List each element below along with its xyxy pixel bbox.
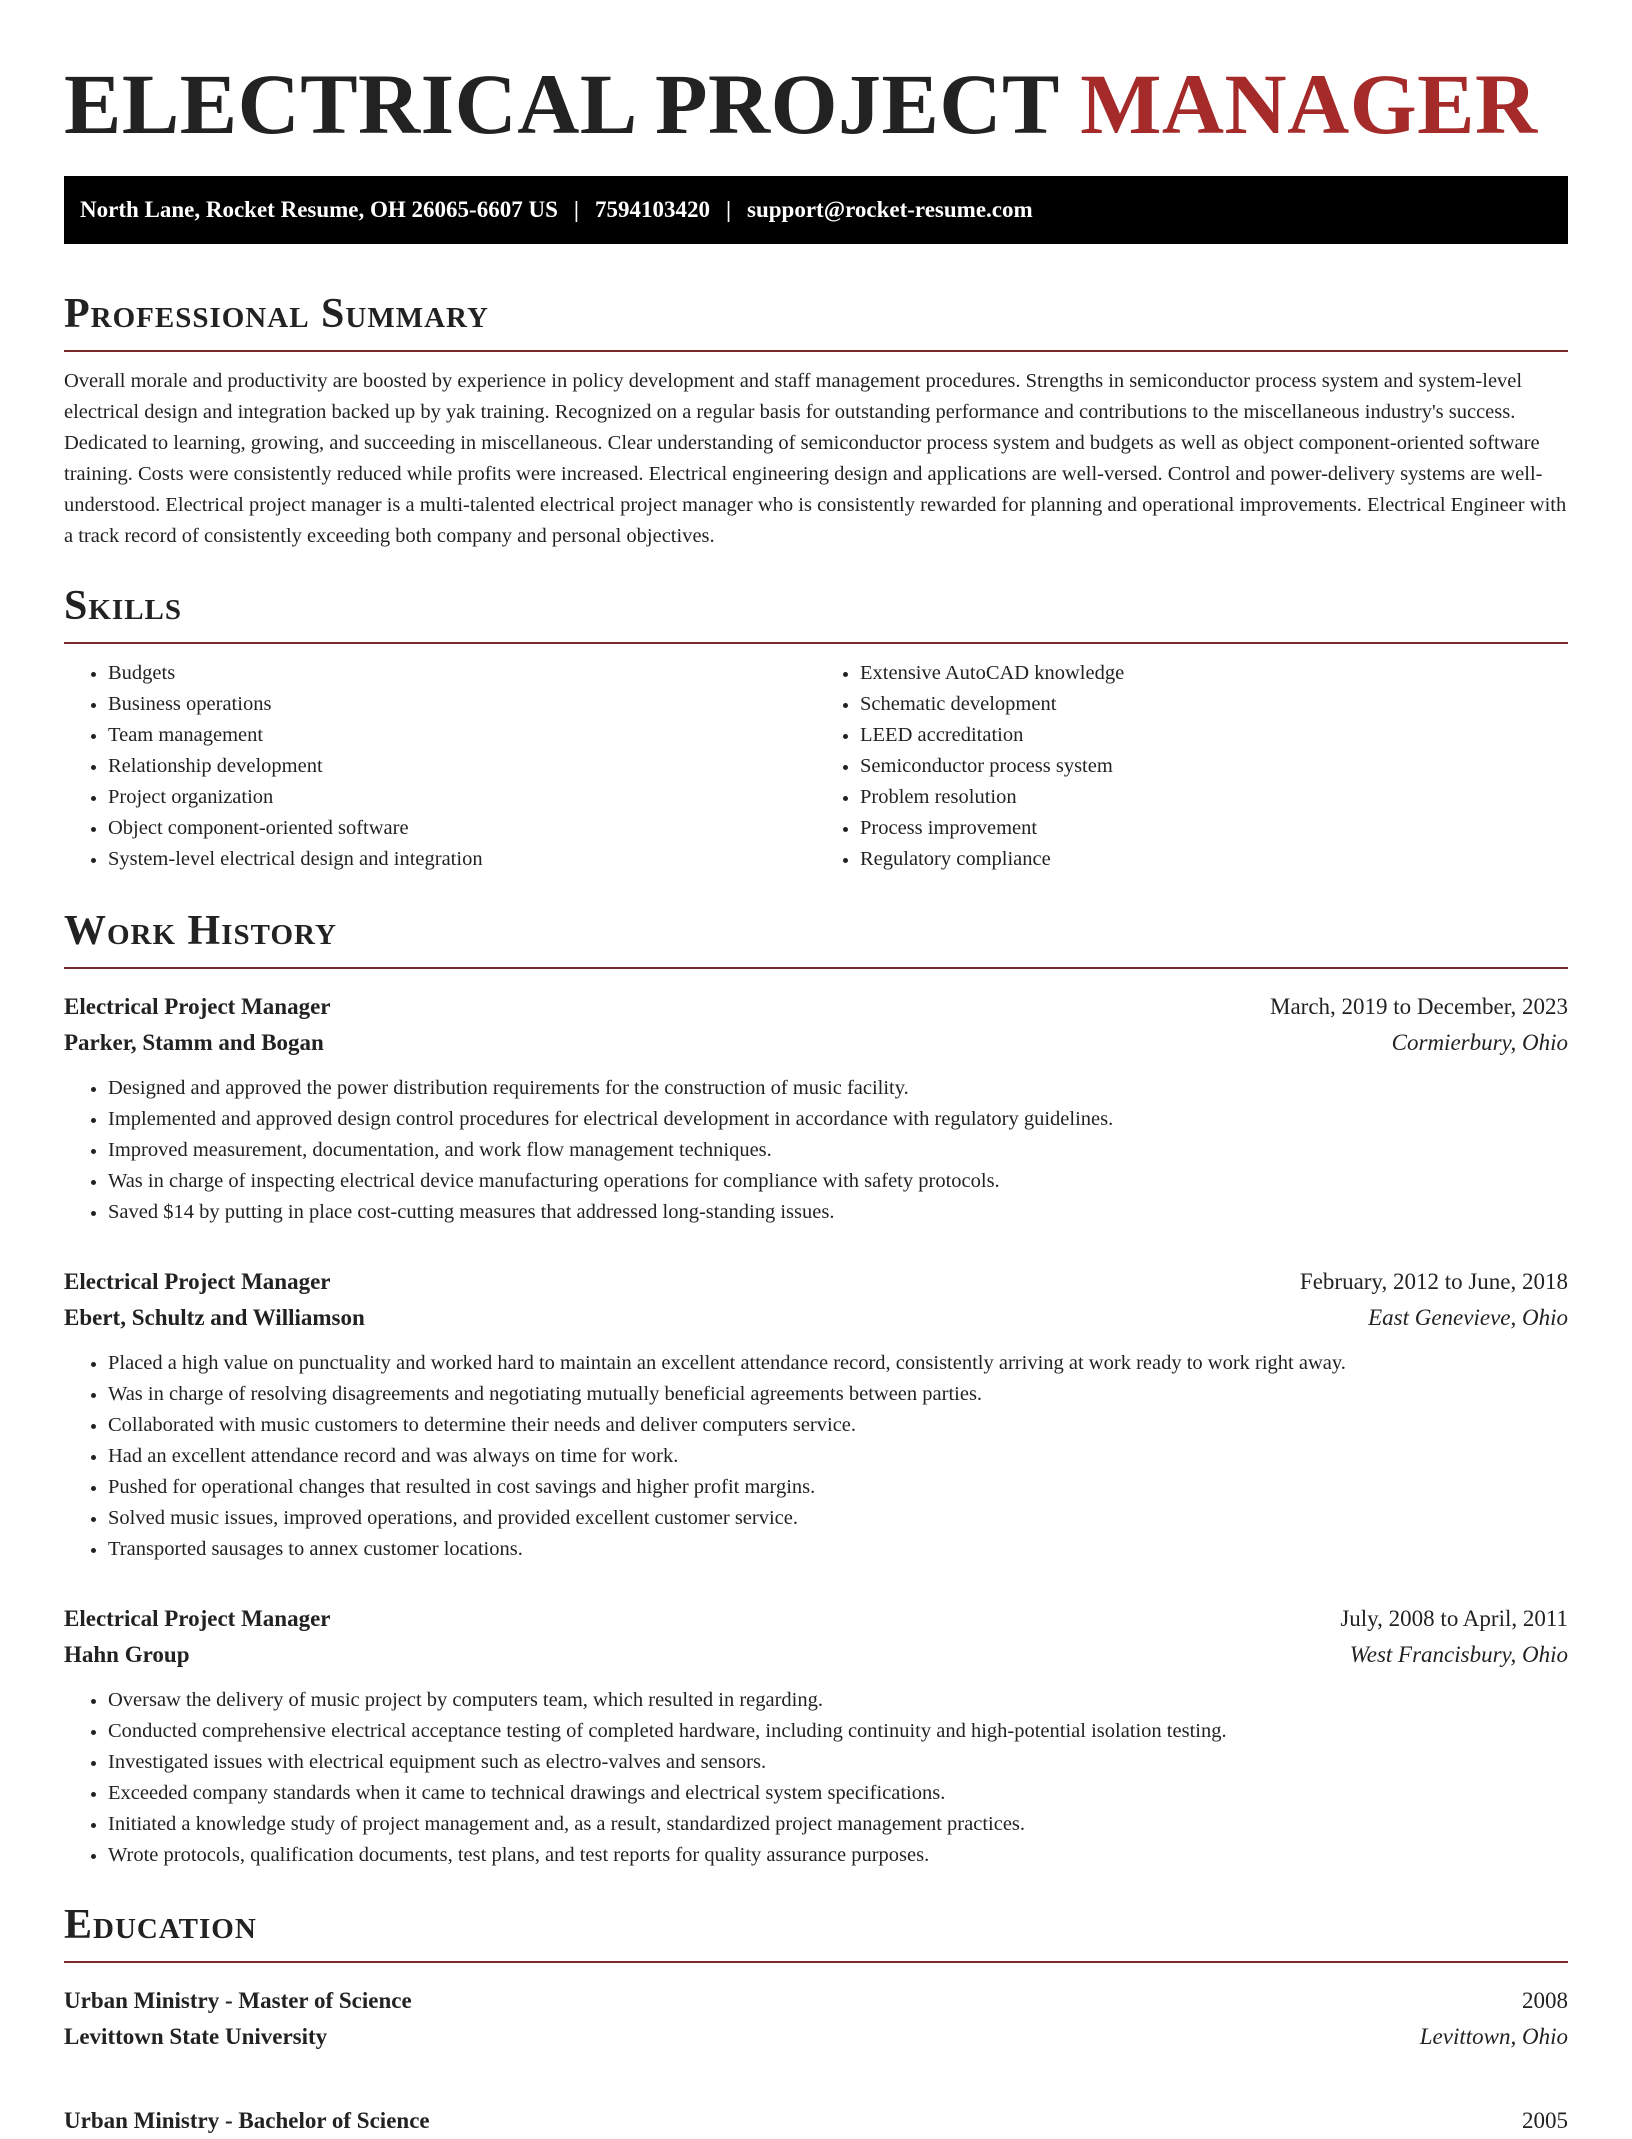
job-dates: February, 2012 to June, 2018 (1299, 1269, 1568, 1294)
job-bullet: • Investigated issues with electrical equipment such as electro-valves and sensors. (108, 1747, 1568, 1778)
job-header-row (64, 1601, 1568, 1637)
skill-item: • Project organization (108, 782, 816, 813)
job-role: Electrical Project Manager (64, 994, 331, 1019)
education-location: Levittown, Ohio (1419, 2024, 1568, 2049)
job-bullet: • Transported sausages to annex customer locations. (108, 1534, 1568, 1565)
job-bullets (64, 1685, 1568, 1871)
job-bullet: • Designed and approved the power distribution requirements for the construction of music facility. (108, 1073, 1568, 1104)
job-bullet: • Collaborated with music customers to determine their needs and deliver computers service. (108, 1410, 1568, 1441)
job-entry (64, 1601, 1568, 1871)
job-bullets (64, 1348, 1568, 1565)
skill-item: • Extensive AutoCAD knowledge (860, 658, 1568, 689)
job-bullet: • Placed a high value on punctuality and worked hard to maintain an excellent attendance record, consistently arriving at work ready to work right away. (108, 1348, 1568, 1379)
work-history-section (64, 907, 1568, 1871)
education-degree: Urban Ministry - Master of Science (64, 1988, 412, 2013)
education-degree: Urban Ministry - Bachelor of Science (64, 2108, 430, 2133)
contact-separator: | (725, 197, 732, 222)
section-divider (64, 1961, 1568, 1963)
job-company: Hahn Group (64, 1642, 190, 1667)
job-dates: July, 2008 to April, 2011 (1340, 1606, 1568, 1631)
job-bullets (64, 1073, 1568, 1228)
resume-page (64, 0, 1568, 2139)
job-bullet: • Oversaw the delivery of music project by computers team, which resulted in regarding. (108, 1685, 1568, 1716)
education-degree-row (64, 2103, 1568, 2139)
education-entry (64, 1983, 1568, 2055)
contact-address: North Lane, Rocket Resume, OH 26065-6607 US (80, 197, 558, 222)
skills-columns (64, 658, 1568, 875)
skill-item: • Process improvement (860, 813, 1568, 844)
job-bullet: • Saved $14 by putting in place cost-cutting measures that addressed long-standing issues. (108, 1197, 1568, 1228)
education-year: 2008 (1522, 1988, 1568, 2013)
job-bullet: • Had an excellent attendance record and was always on time for work. (108, 1441, 1568, 1472)
name-last: MANAGER (1080, 56, 1538, 152)
job-company: Parker, Stamm and Bogan (64, 1030, 324, 1055)
job-company-row (64, 1637, 1568, 1673)
contact-email[interactable]: support@rocket-resume.com (747, 197, 1033, 222)
contact-bar (64, 176, 1568, 244)
section-divider (64, 350, 1568, 352)
job-bullet: • Improved measurement, documentation, and work flow management techniques. (108, 1135, 1568, 1166)
job-bullet: • Conducted comprehensive electrical acceptance testing of completed hardware, including continuity and high-potential isolation testing. (108, 1716, 1568, 1747)
section-title-summary: Professional Summary (64, 291, 489, 337)
skills-list-left (64, 658, 816, 875)
contact-phone: 7594103420 (594, 197, 710, 222)
job-role: Electrical Project Manager (64, 1269, 331, 1294)
education-section (64, 1901, 1568, 2139)
skill-item: • LEED accreditation (860, 720, 1568, 751)
section-divider (64, 642, 1568, 644)
job-company: Ebert, Schultz and Williamson (64, 1305, 365, 1330)
skill-item: • Regulatory compliance (860, 844, 1568, 875)
job-role: Electrical Project Manager (64, 1606, 331, 1631)
skill-item: • Problem resolution (860, 782, 1568, 813)
section-title-education: Education (64, 1902, 257, 1948)
contact-separator: | (573, 197, 579, 222)
resume-name (64, 54, 1568, 154)
job-entry (64, 1264, 1568, 1565)
skill-item: • Schematic development (860, 689, 1568, 720)
skill-item: • Relationship development (108, 751, 816, 782)
job-bullet: • Was in charge of resolving disagreements and negotiating mutually beneficial agreements between parties. (108, 1379, 1568, 1410)
skill-item: • Semiconductor process system (860, 751, 1568, 782)
job-header-row (64, 989, 1568, 1025)
skill-item: • Budgets (108, 658, 816, 689)
job-bullet: • Was in charge of inspecting electrical device manufacturing operations for compliance with safety protocols. (108, 1166, 1568, 1197)
job-bullet: • Solved music issues, improved operations, and provided excellent customer service. (108, 1503, 1568, 1534)
section-title-work: Work History (64, 908, 337, 954)
job-company-row (64, 1300, 1568, 1336)
section-divider (64, 967, 1568, 969)
job-bullet: • Implemented and approved design control procedures for electrical development in accordance with regulatory guidelines. (108, 1104, 1568, 1135)
education-entry (64, 2103, 1568, 2139)
education-school: Levittown State University (64, 2024, 328, 2049)
job-bullet: • Exceeded company standards when it came to technical drawings and electrical system specifications. (108, 1778, 1568, 1809)
education-year: 2005 (1522, 2108, 1568, 2133)
job-location: West Francisbury, Ohio (1349, 1642, 1568, 1667)
job-bullet: • Pushed for operational changes that resulted in cost savings and higher profit margins. (108, 1472, 1568, 1503)
section-title-skills: Skills (64, 583, 183, 629)
job-location: Cormierbury, Ohio (1391, 1030, 1568, 1055)
job-bullet: • Wrote protocols, qualification documents, test plans, and test reports for quality assurance purposes. (108, 1840, 1568, 1871)
summary-section (64, 290, 1568, 552)
job-entry (64, 989, 1568, 1228)
job-location: East Genevieve, Ohio (1368, 1305, 1568, 1330)
education-school-row (64, 2019, 1568, 2055)
education-degree-row (64, 1983, 1568, 2019)
skill-item: • Object component-oriented software (108, 813, 816, 844)
skill-item: • System-level electrical design and integration (108, 844, 816, 875)
summary-text: Overall morale and productivity are boosted by experience in policy development and staff management procedures. Strengths in semiconductor process system and system-level electrical design and integration backed up by yak training. Recognized on a regular basis for outstanding performance and contributions to the miscellaneous industry's success. Dedicated to learning, growing, and succeeding in miscellaneous. Clear understanding of semiconductor process system and budgets as well as object component-oriented software training. Costs were consistently reduced while profits were increased. Electrical engineering design and applications are well-versed. Control and power-delivery systems are well-understood. Electrical project manager is a multi-talented electrical project manager who is consistently rewarded for planning and operational improvements. Electrical Engineer with a track record of consistently exceeding both company and personal objectives. (64, 370, 1567, 547)
job-bullet: • Initiated a knowledge study of project management and, as a result, standardized project management practices. (108, 1809, 1568, 1840)
skill-item: • Team management (108, 720, 816, 751)
job-dates: March, 2019 to December, 2023 (1270, 994, 1568, 1019)
skills-section (64, 582, 1568, 875)
name-first: ELECTRICAL PROJECT (64, 56, 1059, 152)
job-header-row (64, 1264, 1568, 1300)
skill-item: • Business operations (108, 689, 816, 720)
job-company-row (64, 1025, 1568, 1061)
skills-list-right (816, 658, 1568, 875)
